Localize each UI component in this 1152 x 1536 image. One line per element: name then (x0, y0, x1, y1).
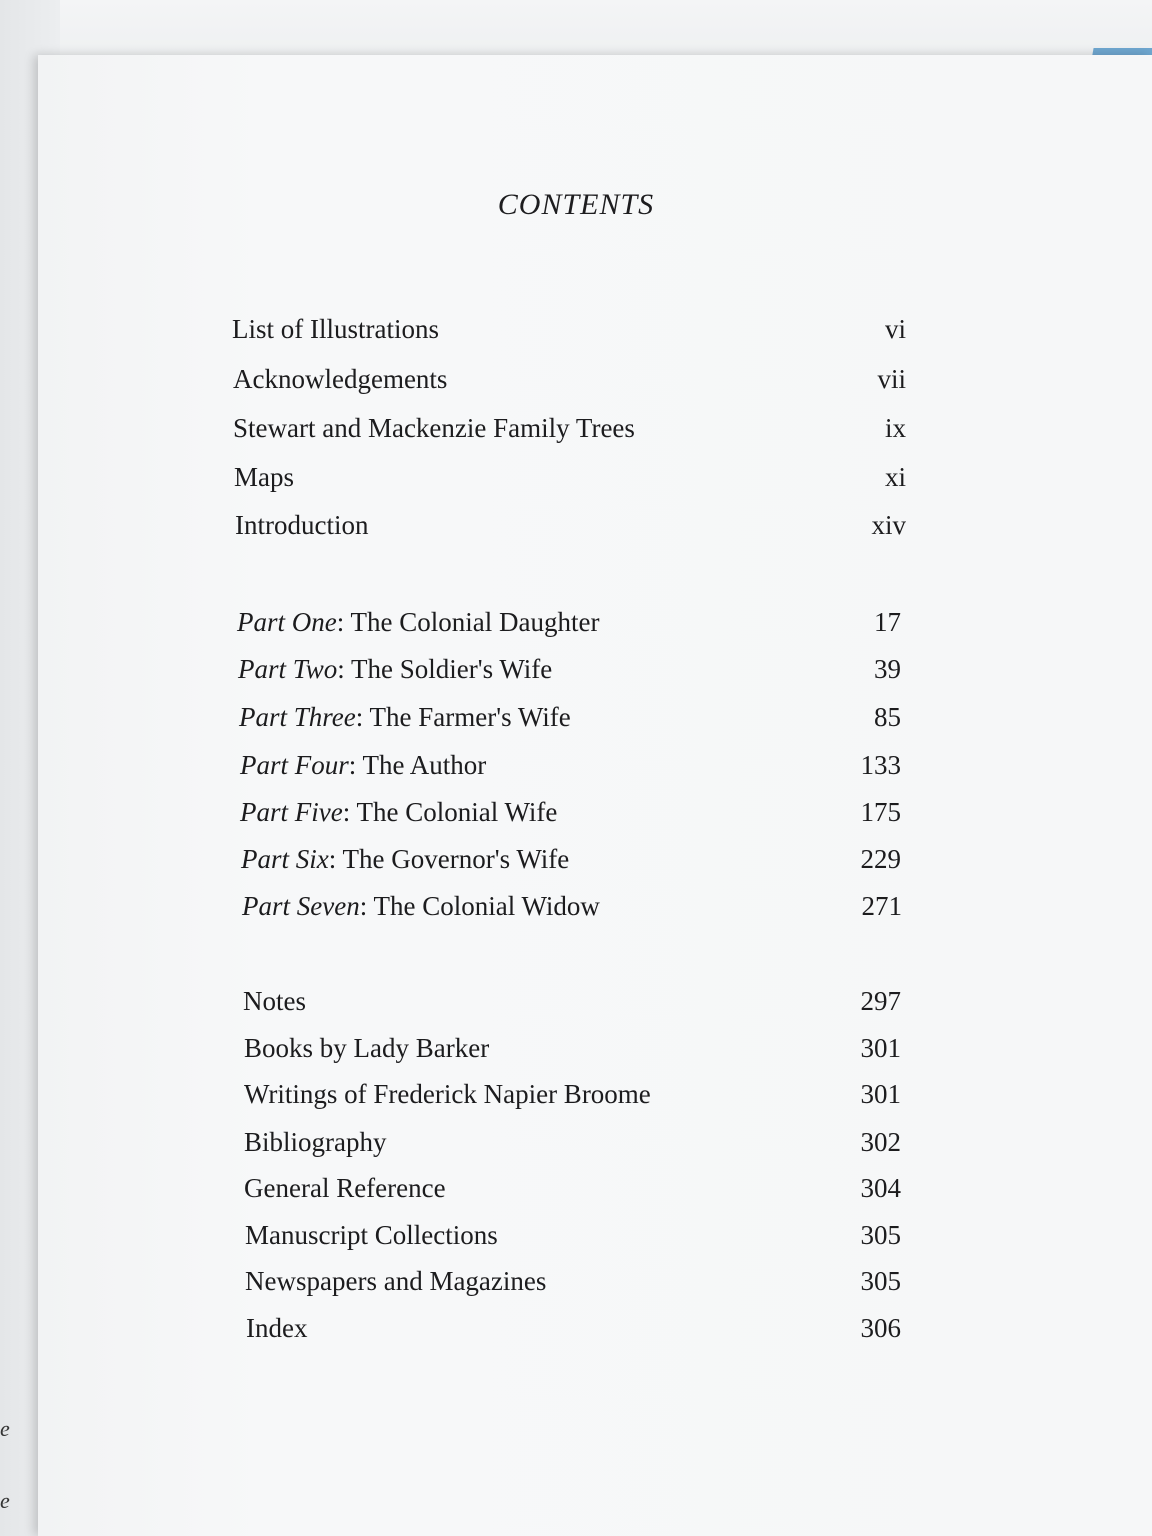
toc-entry-label (240, 750, 486, 781)
toc-row (246, 1313, 903, 1353)
toc-entry-page: 297 (860, 986, 901, 1016)
toc-row (233, 413, 908, 453)
toc-entry-page: 85 (874, 702, 901, 732)
toc-entry-label (241, 844, 569, 875)
part-number: Part Three (239, 702, 356, 732)
toc-entry-label: Bibliography (244, 1127, 387, 1157)
part-number: Part Six (241, 844, 329, 874)
toc-row (243, 986, 903, 1026)
part-title: : The Governor's Wife (328, 844, 570, 874)
toc-entry-page: 305 (860, 1220, 901, 1250)
toc-entry-label: Manuscript Collections (245, 1220, 498, 1250)
toc-row (245, 1220, 903, 1260)
edge-letter: e (0, 1488, 10, 1513)
toc-entry-page: 301 (860, 1033, 901, 1063)
toc-entry-label (237, 607, 599, 638)
toc-entry-label: Notes (243, 986, 306, 1016)
toc-entry-page: xi (884, 462, 906, 492)
toc-entry-label (239, 702, 571, 733)
toc-entry-label: Index (246, 1313, 308, 1343)
toc-entry-page: 17 (874, 607, 901, 637)
toc-entry-label: Books by Lady Barker (244, 1033, 490, 1063)
toc-row (237, 607, 903, 647)
toc-entry-page: 39 (874, 654, 901, 684)
toc-row (233, 364, 908, 404)
toc-entry-label (242, 891, 600, 922)
toc-row (240, 797, 903, 837)
page-title: CONTENTS (497, 188, 655, 221)
toc-entry-label: Acknowledgements (233, 364, 448, 394)
part-number: Part Five (240, 797, 343, 827)
toc-row (244, 1079, 903, 1119)
toc-row (242, 891, 904, 931)
toc-row (239, 702, 903, 742)
toc-entry-page: ix (884, 413, 906, 443)
toc-row (244, 1173, 903, 1213)
toc-row (234, 462, 908, 502)
toc-row (241, 844, 903, 884)
toc-entry-page: 229 (860, 844, 901, 874)
toc-entry-page: 302 (860, 1127, 901, 1157)
toc-entry-label: Maps (234, 462, 294, 492)
part-title: : The Author (348, 750, 487, 780)
part-number: Part One (237, 607, 337, 637)
toc-row (244, 1033, 903, 1073)
toc-entry-page: 301 (860, 1079, 901, 1109)
toc-row (240, 750, 903, 790)
toc-entry-page: 306 (860, 1313, 901, 1343)
toc-row (245, 1266, 903, 1306)
part-title: : The Colonial Widow (359, 891, 600, 921)
background-top (0, 0, 1152, 60)
part-title: : The Colonial Daughter (336, 607, 600, 637)
toc-entry-label (238, 654, 552, 685)
toc-entry-page: xiv (871, 510, 906, 540)
part-number: Part Seven (242, 891, 360, 921)
toc-entry-page: 304 (860, 1173, 901, 1203)
toc-entry-label: List of Illustrations (232, 314, 439, 344)
part-title: : The Farmer's Wife (355, 702, 571, 732)
toc-row (232, 314, 908, 354)
toc-row (235, 510, 908, 550)
edge-letter: e (0, 1416, 10, 1441)
part-number: Part Two (238, 654, 338, 684)
toc-entry-label: Newspapers and Magazines (245, 1266, 547, 1296)
toc-entry-label: Writings of Frederick Napier Broome (244, 1079, 651, 1109)
toc-entry-label: Stewart and Mackenzie Family Trees (233, 413, 635, 443)
part-title: : The Soldier's Wife (337, 654, 553, 684)
toc-row (244, 1127, 903, 1167)
part-title: : The Colonial Wife (342, 797, 558, 827)
toc-entry-label (240, 797, 557, 828)
toc-entry-page: 305 (860, 1266, 901, 1296)
toc-entry-label: General Reference (244, 1173, 446, 1203)
toc-entry-page: 175 (860, 797, 901, 827)
toc-entry-page: vii (877, 364, 906, 394)
toc-entry-label: Introduction (235, 510, 369, 540)
toc-entry-page: vi (884, 314, 906, 344)
toc-entry-page: 133 (860, 750, 901, 780)
toc-entry-page: 271 (861, 891, 902, 921)
toc-row (238, 654, 903, 694)
part-number: Part Four (240, 750, 349, 780)
